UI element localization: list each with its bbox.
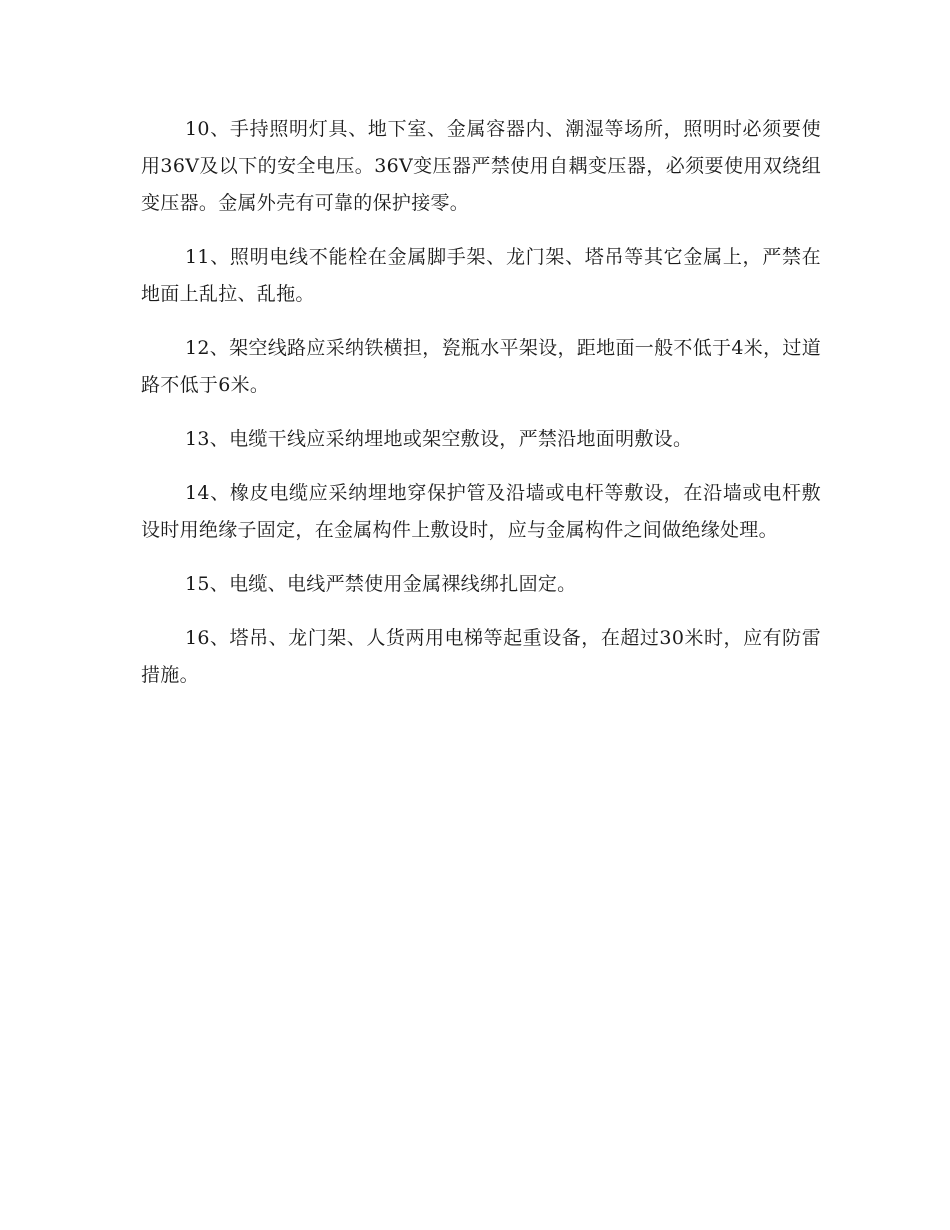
paragraph-item-16: 16、塔吊、龙门架、人货两用电梯等起重设备，在超过30米时，应有防雷措施。 xyxy=(141,627,821,686)
paragraph-item-10: 10、手持照明灯具、地下室、金属容器内、潮湿等场所，照明时必须要使用36V及以下的安全电压。36V变压器严禁使用自耦变压器，必须要使用双绕组变压器。金属外壳有可靠的保护接零。 xyxy=(141,118,821,214)
paragraph-item-13: 13、电缆干线应采纳埋地或架空敷设，严禁沿地面明敷设。 xyxy=(185,428,693,450)
paragraph-item-14: 14、橡皮电缆应采纳埋地穿保护管及沿墙或电杆等敷设，在沿墙或电杆敷设时用绝缘子固定，在金属构件上敷设时，应与金属构件之间做绝缘处理。 xyxy=(141,482,821,541)
paragraph-item-15: 15、电缆、电线严禁使用金属裸线绑扎固定。 xyxy=(185,573,577,595)
document-body xyxy=(141,111,821,711)
paragraph-item-11: 11、照明电线不能栓在金属脚手架、龙门架、塔吊等其它金属上，严禁在地面上乱拉、乱拖。 xyxy=(141,246,821,305)
paragraph-item-12: 12、架空线路应采纳铁横担，瓷瓶水平架设，距地面一般不低于4米，过道路不低于6米。 xyxy=(141,337,821,396)
